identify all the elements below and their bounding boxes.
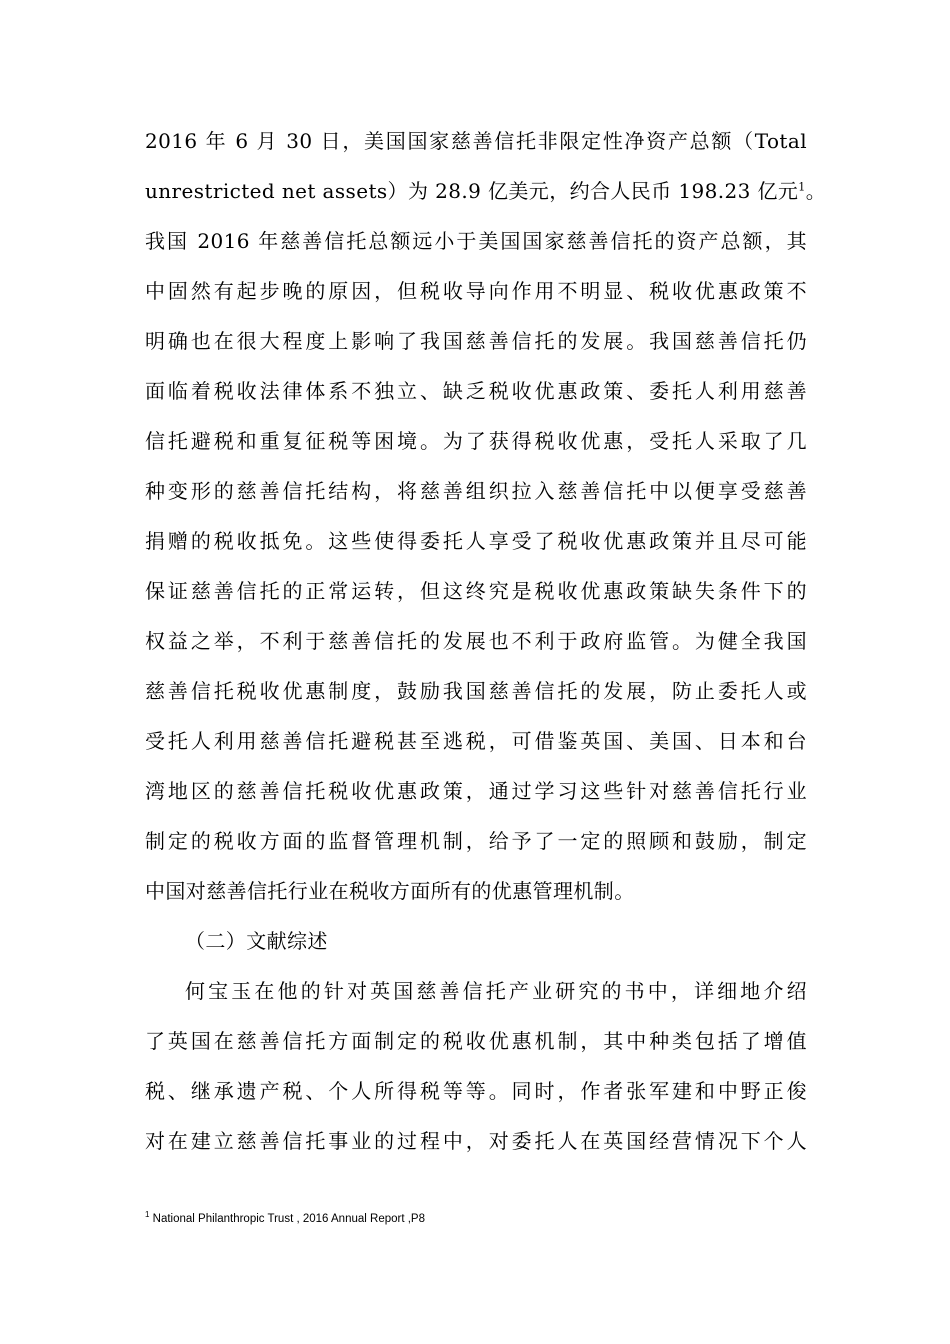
- body-line-text: unrestricted net assets）为 28.9 亿美元，约合人民币 198.23 亿元: [145, 179, 799, 203]
- body-line: 保证慈善信托的正常运转，但这终究是税收优惠政策缺失条件下的: [145, 579, 807, 603]
- body-line: [145, 166, 827, 216]
- body-line-punctuation: 。: [805, 179, 827, 203]
- body-line: 何宝玉在他的针对英国慈善信托产业研究的书中，详细地介绍: [185, 979, 807, 1003]
- body-line: 湾地区的慈善信托税收优惠政策，通过学习这些针对慈善信托行业: [145, 779, 807, 803]
- body-line: 2016 年 6 月 30 日，美国国家慈善信托非限定性净资产总额（Total: [145, 129, 807, 153]
- body-line: 对在建立慈善信托事业的过程中，对委托人在英国经营情况下个人: [145, 1129, 807, 1153]
- body-line: 受托人利用慈善信托避税甚至逃税，可借鉴英国、美国、日本和台: [145, 729, 807, 753]
- footnote-marker: 1: [145, 1210, 150, 1220]
- body-line: 税、继承遗产税、个人所得税等等。同时，作者张军建和中野正俊: [145, 1079, 807, 1103]
- body-line: 信托避税和重复征税等困境。为了获得税收优惠，受托人采取了几: [145, 429, 807, 453]
- body-line: 捐赠的税收抵免。这些使得委托人享受了税收优惠政策并且尽可能: [145, 529, 807, 553]
- body-text: [145, 116, 827, 1166]
- footnote: [145, 1211, 807, 1227]
- body-line: 慈善信托税收优惠制度，鼓励我国慈善信托的发展，防止委托人或: [145, 679, 807, 703]
- body-line: 明确也在很大程度上影响了我国慈善信托的发展。我国慈善信托仍: [145, 329, 807, 353]
- body-line: 了英国在慈善信托方面制定的税收优惠机制，其中种类包括了增值: [145, 1029, 807, 1053]
- body-line: 我国 2016 年慈善信托总额远小于美国国家慈善信托的资产总额，其: [145, 229, 807, 253]
- body-line: 种变形的慈善信托结构，将慈善组织拉入慈善信托中以便享受慈善: [145, 479, 807, 503]
- body-line: 制定的税收方面的监督管理机制，给予了一定的照顾和鼓励，制定: [145, 829, 807, 853]
- section-heading: （二）文献综述: [185, 929, 328, 953]
- body-line: 中国对慈善信托行业在税收方面所有的优惠管理机制。: [145, 879, 635, 903]
- body-line: 权益之举，不利于慈善信托的发展也不利于政府监管。为健全我国: [145, 629, 807, 653]
- body-line: 中固然有起步晚的原因，但税收导向作用不明显、税收优惠政策不: [145, 279, 807, 303]
- body-line: 面临着税收法律体系不独立、缺乏税收优惠政策、委托人利用慈善: [145, 379, 807, 403]
- footnote-reference: 1: [798, 180, 806, 194]
- footnote-text: National Philanthropic Trust , 2016 Annual Report ,P8: [149, 1213, 425, 1225]
